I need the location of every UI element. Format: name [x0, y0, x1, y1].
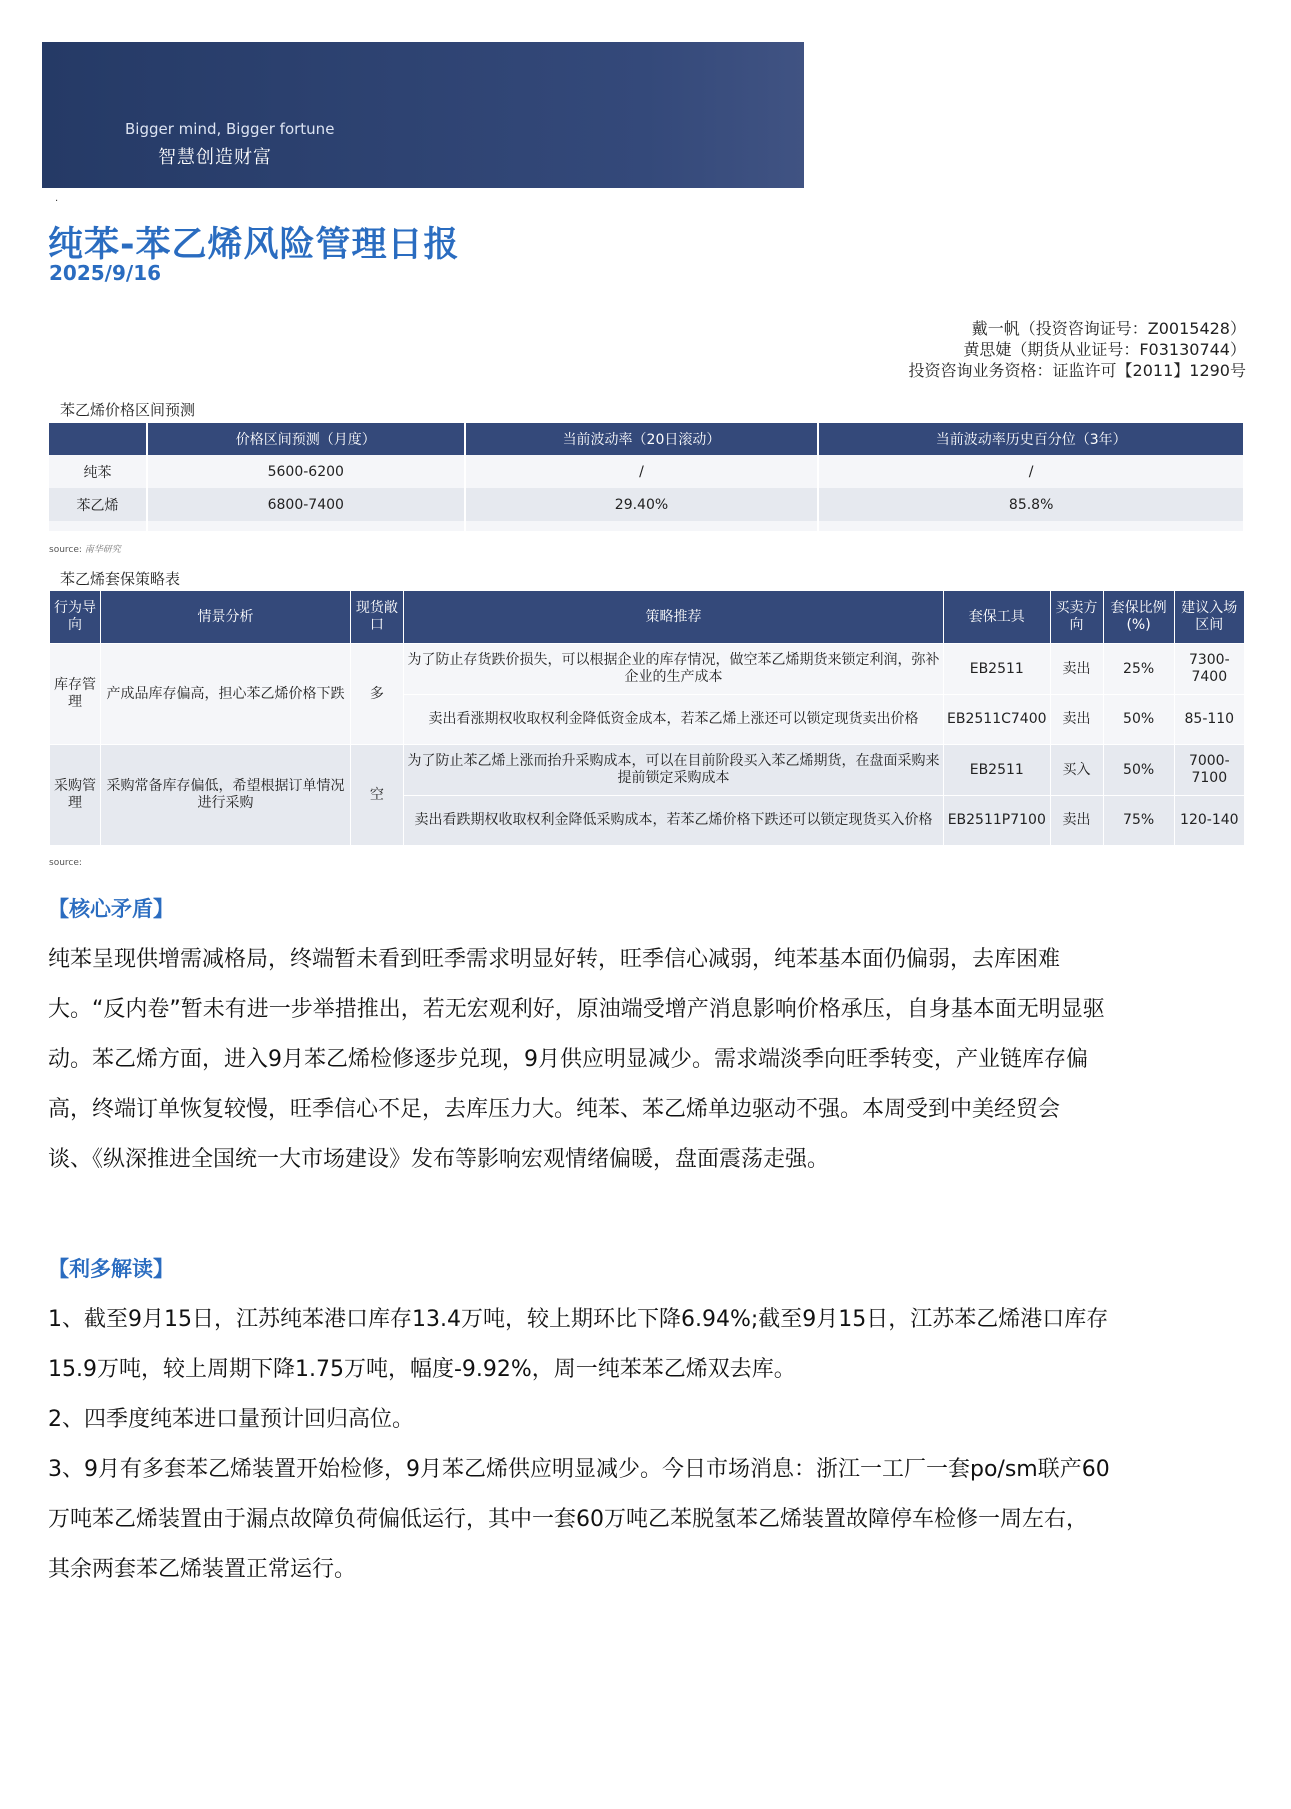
table-cell: 5600-6200: [147, 455, 465, 488]
price-table-label: 苯乙烯价格区间预测: [60, 401, 196, 419]
tool-cell: EB2511P7100: [944, 796, 1050, 846]
bullish-line: 1、截至9月15日，江苏纯苯港口库存13.4万吨，较上期环比下降6.94%;截至9月15日，江苏苯乙烯港口库存: [48, 1307, 1109, 1332]
table-header-row: [49, 423, 1244, 455]
tool-cell: EB2511: [944, 745, 1050, 796]
source-name: 南华研究: [84, 545, 121, 555]
strategy-cell: 卖出看跌期权收取权利金降低采购成本，若苯乙烯价格下跌还可以锁定现货买入价格: [403, 796, 943, 846]
table-cell: /: [465, 455, 819, 488]
column-header: 行为导向: [50, 591, 101, 644]
scenario-cell: 产成品库存偏高，担心苯乙烯价格下跌: [101, 644, 351, 745]
core-line: 纯苯呈现供增需减格局，终端暂未看到旺季需求明显好转，旺季信心减弱，纯苯基本面仍偏弱，去库困难: [48, 947, 1061, 972]
hedge-table-label: 苯乙烯套保策略表: [60, 570, 181, 588]
column-header: 建议入场区间: [1174, 591, 1244, 644]
strategy-cell: 为了防止存货跌价损失，可以根据企业的库存情况，做空苯乙烯期货来锁定利润，弥补企业的生产成本: [403, 644, 943, 695]
column-header: [49, 423, 147, 455]
strategy-cell: 卖出看涨期权收取权利金降低资金成本，若苯乙烯上涨还可以锁定现货卖出价格: [403, 695, 943, 745]
column-header: 套保工具: [944, 591, 1050, 644]
author-line: 戴一帆（投资咨询证号：Z0015428）: [971, 319, 1246, 338]
core-line: 高，终端订单恢复较慢，旺季信心不足，去库压力大。纯苯、苯乙烯单边驱动不强。本周受到中美经贸会: [48, 1097, 1061, 1122]
author-block: [909, 318, 1246, 381]
column-header: 当前波动率（20日滚动）: [465, 423, 819, 455]
core-line: 大。“反内卷”暂未有进一步举措推出，若无宏观利好，原油端受增产消息影响价格承压，自身基本面无明显驱: [48, 997, 1105, 1022]
bullish-line: 2、四季度纯苯进口量预计回归高位。: [48, 1407, 414, 1432]
column-header: 买卖方向: [1050, 591, 1103, 644]
bullish-line: 15.9万吨，较上周期下降1.75万吨，幅度-9.92%，周一纯苯苯乙烯双去库。: [48, 1357, 796, 1382]
behavior-cell: 采购管理: [50, 745, 101, 846]
range-cell: 7300-7400: [1174, 644, 1244, 695]
price-range-table: [49, 423, 1245, 531]
slogan-cn: 智慧创造财富: [158, 147, 272, 168]
table-cell: 纯苯: [49, 455, 147, 488]
direction-cell: 买入: [1050, 745, 1103, 796]
license-line: 投资咨询业务资格：证监许可【2011】1290号: [908, 361, 1246, 380]
tool-cell: EB2511C7400: [944, 695, 1050, 745]
table-row: [50, 745, 1245, 796]
strategy-cell: 为了防止苯乙烯上涨而抬升采购成本，可以在目前阶段买入苯乙烯期货，在盘面采购来提前锁定采购成本: [403, 745, 943, 796]
bullish-list: [48, 1295, 1248, 1595]
direction-cell: 卖出: [1050, 796, 1103, 846]
direction-cell: 卖出: [1050, 644, 1103, 695]
core-heading: 【核心矛盾】: [48, 897, 174, 921]
table-row: [50, 644, 1245, 695]
exposure-cell: 空: [350, 745, 403, 846]
column-header: 价格区间预测（月度）: [147, 423, 465, 455]
bullish-heading: 【利多解读】: [48, 1257, 174, 1281]
report-title: 纯苯-苯乙烯风险管理日报: [48, 225, 460, 265]
bullish-line: 其余两套苯乙烯装置正常运行。: [48, 1557, 357, 1582]
ratio-cell: 50%: [1103, 695, 1174, 745]
table-header-row: [50, 591, 1245, 644]
price-table-source: [49, 542, 121, 555]
range-cell: 7000-7100: [1174, 745, 1244, 796]
table-cell: /: [818, 455, 1244, 488]
table-cell: 85.8%: [818, 488, 1244, 521]
author-line: 黄思婕（期货从业证号：F03130744）: [963, 340, 1246, 359]
source-prefix: source:: [49, 545, 82, 555]
range-cell: 85-110: [1174, 695, 1244, 745]
table-row: [49, 455, 1244, 488]
scenario-cell: 采购常备库存偏低，希望根据订单情况进行采购: [101, 745, 351, 846]
ratio-cell: 75%: [1103, 796, 1174, 846]
core-paragraph: [48, 935, 1248, 1185]
table-cell: 6800-7400: [147, 488, 465, 521]
table-row-empty: [49, 521, 1244, 531]
report-date: 2025/9/16: [49, 261, 162, 285]
core-line: 动。苯乙烯方面，进入9月苯乙烯检修逐步兑现，9月供应明显减少。需求端淡季向旺季转变，产业链库存偏: [48, 1047, 1088, 1072]
table-row: [49, 488, 1244, 521]
stray-dot: .: [55, 193, 59, 204]
column-header: 现货敞口: [350, 591, 403, 644]
column-header: 当前波动率历史百分位（3年）: [818, 423, 1244, 455]
range-cell: 120-140: [1174, 796, 1244, 846]
logo-panel: [804, 42, 1248, 188]
slogan-en: Bigger mind, Bigger fortune: [125, 120, 335, 138]
bullish-line: 万吨苯乙烯装置由于漏点故障负荷偏低运行，其中一套60万吨乙苯脱氢苯乙烯装置故障停车检修一周左右，: [48, 1507, 1088, 1532]
hedge-strategy-table: [49, 590, 1245, 846]
exposure-cell: 多: [350, 644, 403, 745]
tool-cell: EB2511: [944, 644, 1050, 695]
bullish-line: 3、9月有多套苯乙烯装置开始检修，9月苯乙烯供应明显减少。今日市场消息：浙江一工厂一套po/sm联产60: [48, 1457, 1110, 1482]
ratio-cell: 50%: [1103, 745, 1174, 796]
table-cell: 苯乙烯: [49, 488, 147, 521]
column-header: 情景分析: [101, 591, 351, 644]
hedge-table-source: source:: [49, 858, 82, 868]
column-header: 套保比例(%): [1103, 591, 1174, 644]
table-cell: 29.40%: [465, 488, 819, 521]
core-line: 谈、《纵深推进全国统一大市场建设》发布等影响宏观情绪偏暖，盘面震荡走强。: [48, 1147, 830, 1172]
column-header: 策略推荐: [403, 591, 943, 644]
header-banner: [42, 42, 1248, 188]
behavior-cell: 库存管理: [50, 644, 101, 745]
ratio-cell: 25%: [1103, 644, 1174, 695]
direction-cell: 卖出: [1050, 695, 1103, 745]
